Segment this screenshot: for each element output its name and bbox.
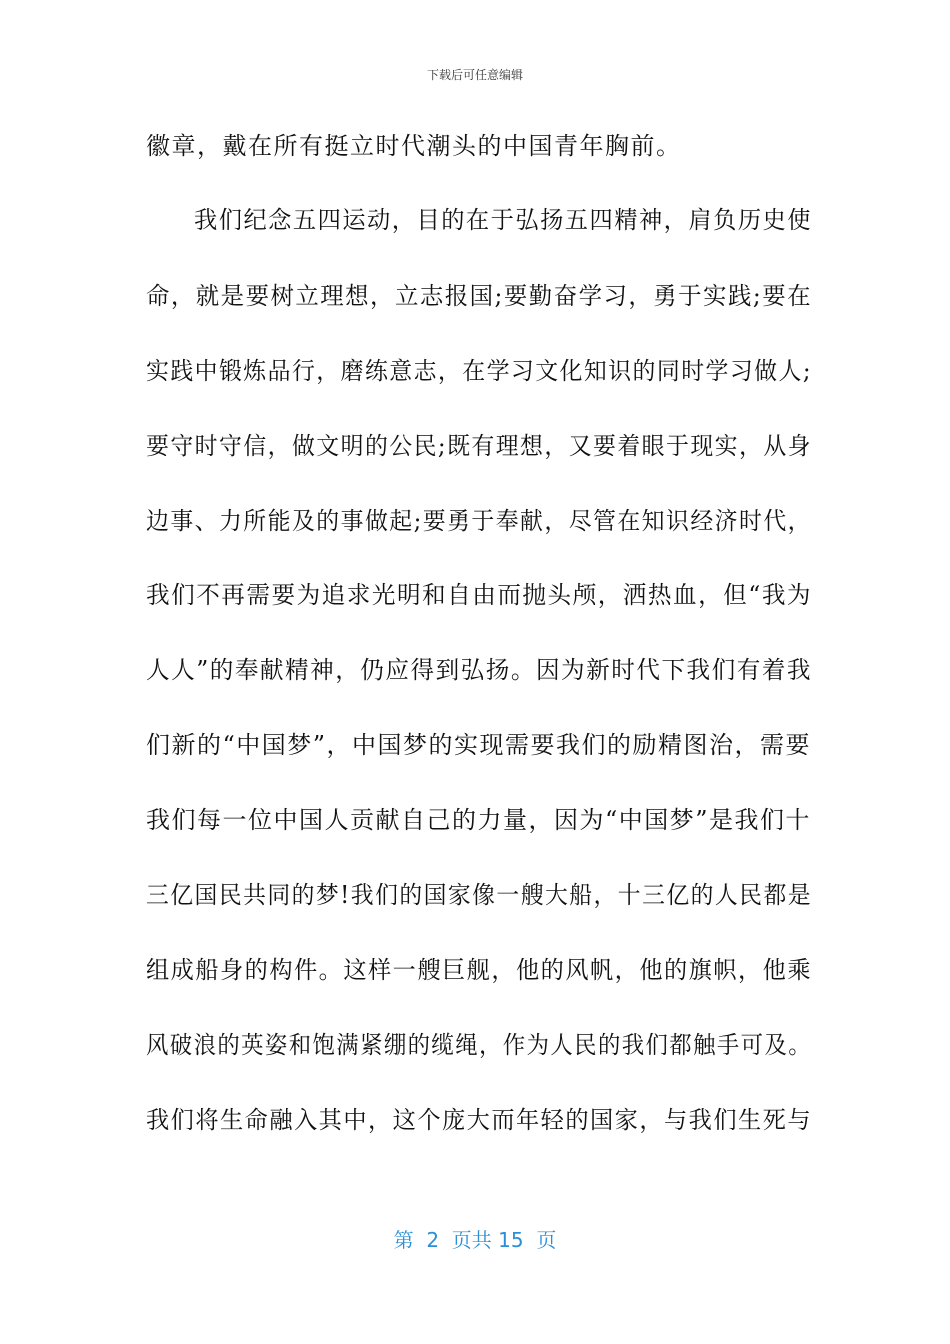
text-line-2: 我们纪念五四运动，目的在于弘扬五四精神，肩负历史使	[194, 206, 812, 234]
text-line-12: 组成船身的构件。这样一艘巨舰，他的风帆，他的旗帜，他乘	[146, 956, 812, 984]
text-line-9: 们新的“中国梦”，中国梦的实现需要我们的励精图治，需要	[146, 731, 812, 759]
text-line-7: 我们不再需要为追求光明和自由而抛头颅，洒热血，但“我为	[146, 581, 813, 609]
text-line-3: 命，就是要树立理想，立志报国;要勤奋学习，勇于实践;要在	[146, 282, 813, 310]
text-line-5: 要守时守信，做文明的公民;既有理想，又要着眼于现实，从身	[146, 432, 812, 460]
text-line-8: 人人”的奉献精神，仍应得到弘扬。因为新时代下我们有着我	[146, 656, 813, 684]
text-line-14: 我们将生命融入其中，这个庞大而年轻的国家，与我们生死与	[146, 1106, 812, 1134]
text-line-6: 边事、力所能及的事做起;要勇于奉献，尽管在知识经济时代，	[146, 507, 812, 535]
page-header: 下载后可任意编辑	[426, 68, 523, 82]
text-line-10: 我们每一位中国人贡献自己的力量，因为“中国梦”是我们十	[146, 806, 812, 834]
text-line-4: 实践中锻炼品行，磨练意志，在学习文化知识的同时学习做人;	[146, 357, 812, 385]
text-line-11: 三亿国民共同的梦!我们的国家像一艘大船，十三亿的人民都是	[146, 881, 813, 909]
text-line-1: 徽章，戴在所有挺立时代潮头的中国青年胸前。	[146, 132, 682, 160]
page-footer: 第 2 页共 15 页	[393, 1228, 557, 1252]
text-line-13: 风破浪的英姿和饱满紧绷的缆绳，作为人民的我们都触手可及。	[146, 1031, 813, 1059]
